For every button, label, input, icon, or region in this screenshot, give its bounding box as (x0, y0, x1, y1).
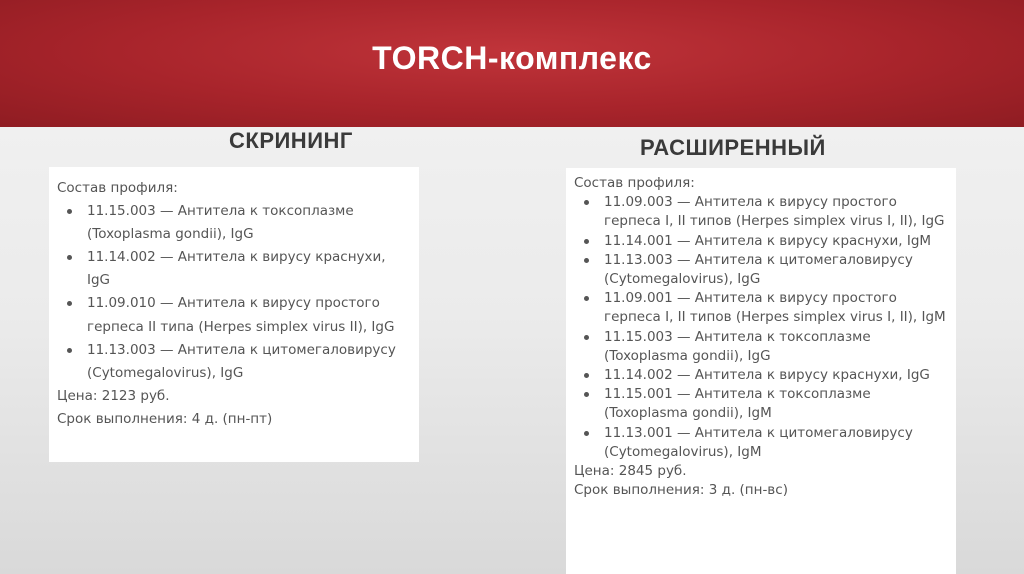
list-item: 11.13.001 — Антитела к цитомегаловирусу (Cytomegalovirus), IgM (604, 424, 948, 462)
list-item: 11.14.001 — Антитела к вирусу краснухи, IgM (604, 232, 948, 251)
profile-intro: Состав профиля: (574, 175, 695, 191)
list-item: 11.09.003 — Антитела к вирусу простого герпеса I, II типов (Herpes simplex virus I, II), IgG (604, 193, 948, 231)
title-banner (0, 0, 1024, 127)
term-text: Срок выполнения: 4 д. (пн-пт) (57, 410, 273, 427)
extended-heading: РАСШИРЕННЫЙ (640, 135, 826, 160)
extended-panel (566, 168, 956, 574)
price-text: Цена: 2123 руб. (57, 387, 170, 404)
list-item: 11.13.003 — Антитела к цитомегаловирусу (Cytomegalovirus), IgG (87, 339, 411, 385)
screening-test-list (57, 200, 411, 385)
extended-test-list (574, 193, 948, 462)
list-item: 11.09.010 — Антитела к вирусу простого герпеса II типа (Herpes simplex virus II), IgG (87, 292, 411, 338)
profile-intro: Состав профиля: (57, 180, 178, 196)
list-item: 11.09.001 — Антитела к вирусу простого герпеса I, II типов (Herpes simplex virus I, II), IgM (604, 289, 948, 327)
list-item: 11.14.002 — Антитела к вирусу краснухи, IgG (604, 366, 948, 385)
screening-heading: СКРИНИНГ (229, 128, 353, 153)
slide-title: TORCH-комплекс (372, 40, 652, 76)
list-item: 11.15.003 — Антитела к токсоплазме (Toxoplasma gondii), IgG (87, 200, 411, 246)
list-item: 11.14.002 — Антитела к вирусу краснухи, IgG (87, 246, 411, 292)
list-item: 11.15.001 — Антитела к токсоплазме (Toxoplasma gondii), IgM (604, 385, 948, 423)
price-text: Цена: 2845 руб. (574, 463, 687, 480)
list-item: 11.13.003 — Антитела к цитомегаловирусу (Cytomegalovirus), IgG (604, 251, 948, 289)
term-text: Срок выполнения: 3 д. (пн-вс) (574, 482, 788, 499)
screening-panel (49, 167, 419, 462)
list-item: 11.15.003 — Антитела к токсоплазме (Toxoplasma gondii), IgG (604, 328, 948, 366)
